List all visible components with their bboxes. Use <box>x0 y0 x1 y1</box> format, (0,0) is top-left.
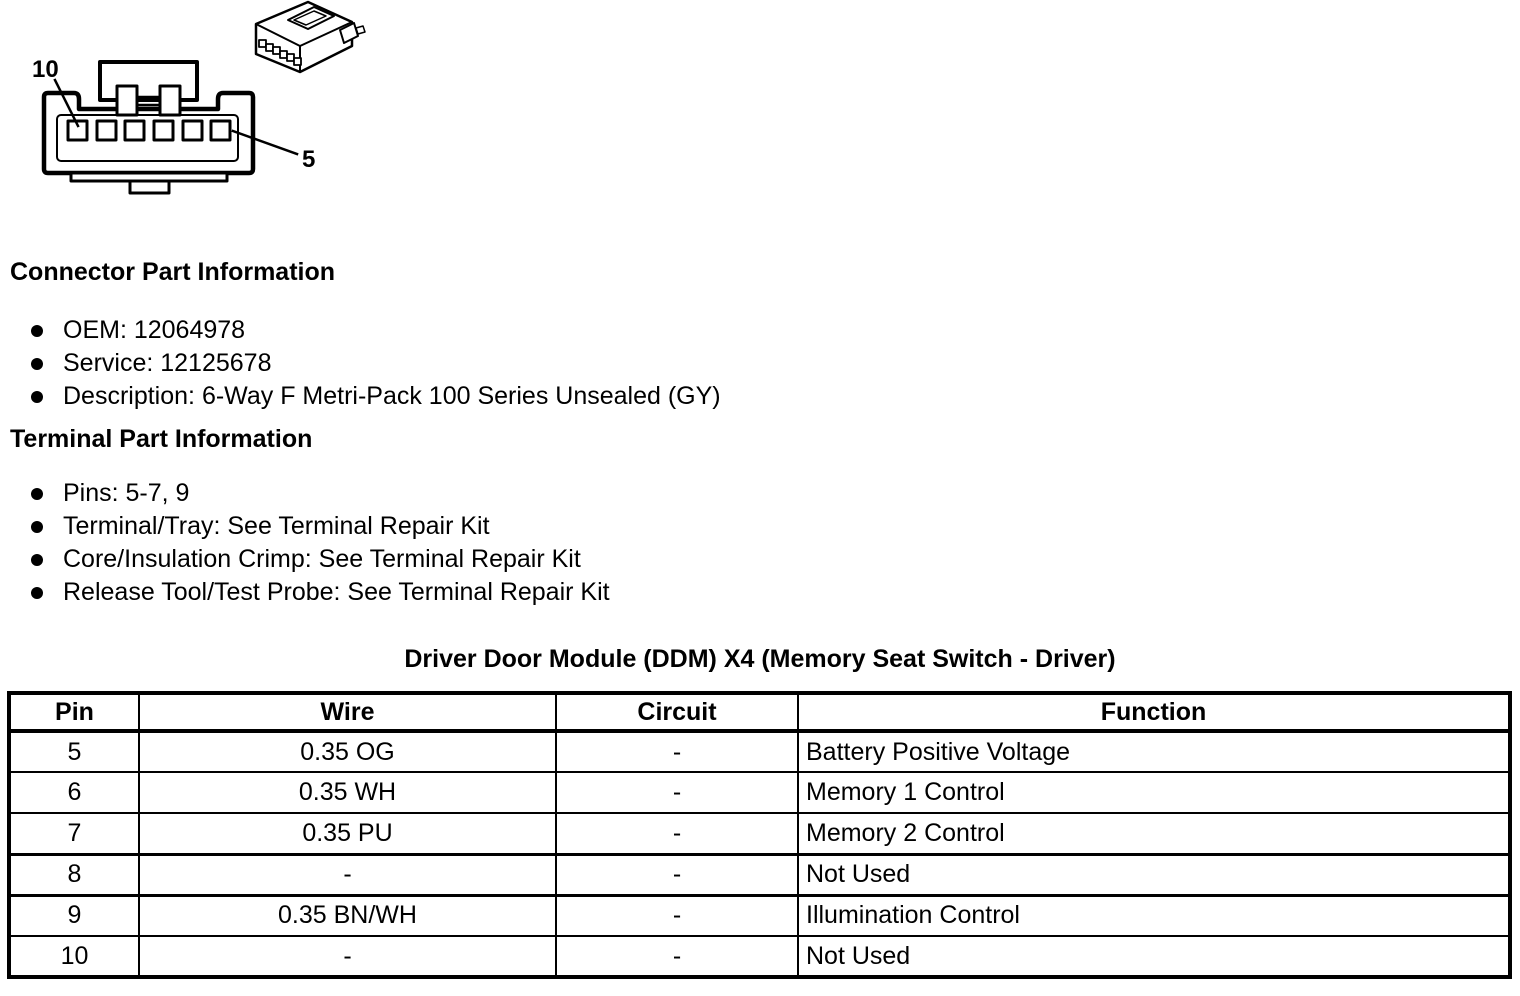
cell-wire: - <box>139 936 556 977</box>
iso-cavity <box>259 40 266 47</box>
cell-wire: 0.35 WH <box>139 772 556 813</box>
cell-circuit: - <box>556 813 798 854</box>
bullet-icon <box>31 554 43 566</box>
connector-diagram <box>0 0 380 215</box>
cell-circuit: - <box>556 772 798 813</box>
bullet-icon <box>31 391 43 403</box>
list-item-text: Pins: 5-7, 9 <box>63 479 190 507</box>
cell-circuit: - <box>556 895 798 936</box>
iso-cavity <box>280 51 287 58</box>
bullet-icon <box>31 325 43 337</box>
bullet-icon <box>31 521 43 533</box>
cell-function: Battery Positive Voltage <box>798 731 1510 772</box>
table-row-pin8 <box>9 854 1510 895</box>
iso-lock-hook <box>356 26 365 34</box>
cell-wire: 0.35 OG <box>139 731 556 772</box>
cell-function: Memory 2 Control <box>798 813 1510 854</box>
column-header-wire: Wire <box>139 693 556 731</box>
table-header-row <box>9 693 1510 731</box>
pin-cavity <box>211 121 230 140</box>
list-item-text: Description: 6-Way F Metri-Pack 100 Series Unsealed (GY) <box>63 382 721 410</box>
table-row-pin9 <box>9 895 1510 936</box>
cell-wire: 0.35 PU <box>139 813 556 854</box>
table-row-pin7 <box>9 813 1510 854</box>
pin-cavity <box>97 121 116 140</box>
pin-label-5: 5 <box>302 146 316 173</box>
cell-pin: 10 <box>9 936 139 977</box>
bullet-icon <box>31 358 43 370</box>
terminal-part-info-heading: Terminal Part Information <box>10 425 313 453</box>
column-header-pin: Pin <box>9 693 139 731</box>
pin-cavity <box>183 121 202 140</box>
connector-isometric-view <box>256 2 365 72</box>
bullet-icon <box>31 587 43 599</box>
table-row-pin6 <box>9 772 1510 813</box>
iso-cavity <box>273 47 280 54</box>
connector-tab <box>130 181 169 193</box>
table-row-pin10 <box>9 936 1510 977</box>
cell-function: Illumination Control <box>798 895 1510 936</box>
pinout-table <box>7 691 1512 979</box>
cell-pin: 6 <box>9 772 139 813</box>
column-header-circuit: Circuit <box>556 693 798 731</box>
terminal-part-info-list <box>31 477 610 609</box>
list-item-pins <box>31 477 610 510</box>
connector-part-info-list <box>31 314 721 413</box>
connector-front-view <box>44 62 297 193</box>
list-item-text: Terminal/Tray: See Terminal Repair Kit <box>63 512 490 540</box>
pin-cavity <box>154 121 173 140</box>
cell-circuit: - <box>556 936 798 977</box>
column-header-function: Function <box>798 693 1510 731</box>
cell-wire: - <box>139 854 556 895</box>
list-item-text: Release Tool/Test Probe: See Terminal Repair Kit <box>63 578 610 606</box>
cell-circuit: - <box>556 731 798 772</box>
list-item-release-tool-test-probe <box>31 576 610 609</box>
latch-post-left <box>117 86 137 115</box>
list-item-text: Service: 12125678 <box>63 349 272 377</box>
cell-pin: 5 <box>9 731 139 772</box>
iso-cavity <box>294 58 301 65</box>
cell-function: Not Used <box>798 854 1510 895</box>
pinout-table-title: Driver Door Module (DDM) X4 (Memory Seat Switch - Driver) <box>404 645 1116 673</box>
iso-cavity <box>287 54 294 61</box>
latch-post-right <box>160 86 180 115</box>
list-item-description <box>31 380 721 413</box>
cell-wire: 0.35 BN/WH <box>139 895 556 936</box>
table-row-pin5 <box>9 731 1510 772</box>
list-item-text: Core/Insulation Crimp: See Terminal Repair Kit <box>63 545 581 573</box>
pin-label-10: 10 <box>32 56 59 83</box>
cell-function: Memory 1 Control <box>798 772 1510 813</box>
list-item-text: OEM: 12064978 <box>63 316 246 344</box>
cell-function: Not Used <box>798 936 1510 977</box>
list-item-terminal-tray <box>31 510 610 543</box>
list-item-service <box>31 347 721 380</box>
cell-pin: 8 <box>9 854 139 895</box>
cell-pin: 7 <box>9 813 139 854</box>
bullet-icon <box>31 488 43 500</box>
pin-cavity <box>125 121 144 140</box>
cell-circuit: - <box>556 854 798 895</box>
list-item-core-insulation-crimp <box>31 543 610 576</box>
latch-outer <box>100 62 197 100</box>
connector-part-info-heading: Connector Part Information <box>10 258 336 286</box>
cell-pin: 9 <box>9 895 139 936</box>
iso-cavity <box>266 44 273 51</box>
list-item-oem <box>31 314 721 347</box>
